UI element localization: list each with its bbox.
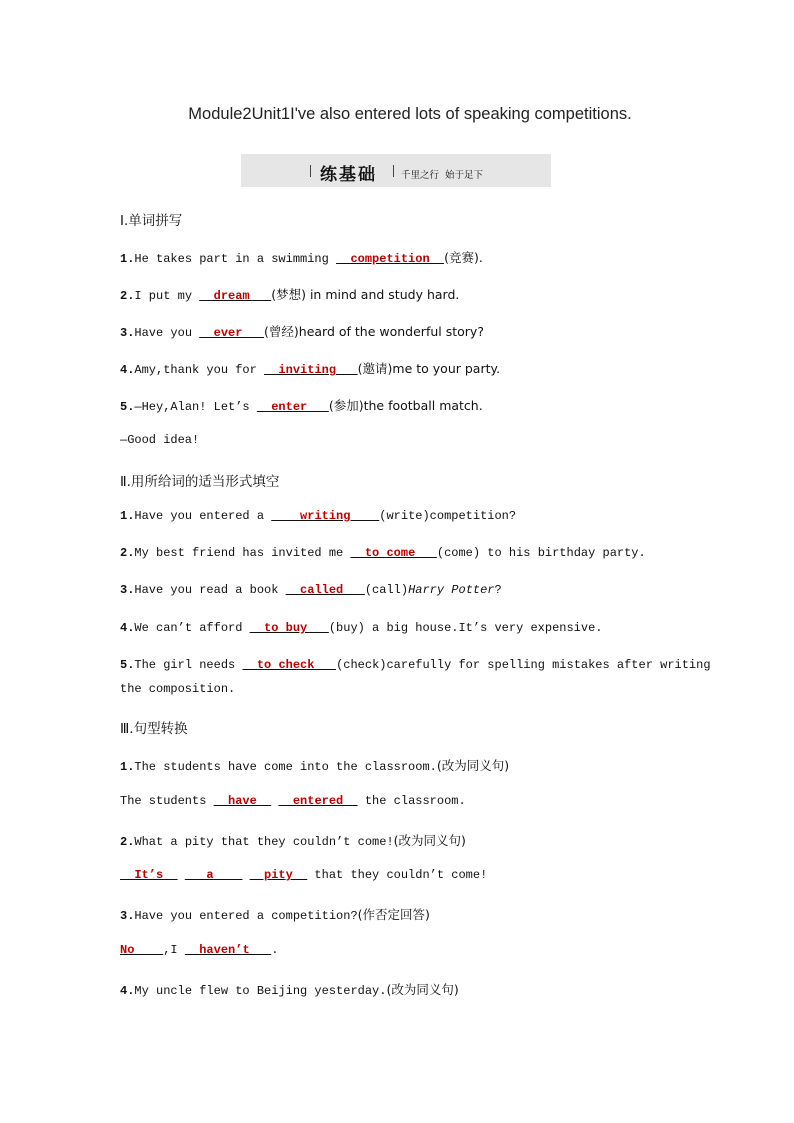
s2-item-5 [120,658,711,672]
answer-blank: haven’t [184,943,272,957]
item-number: 2. [120,289,135,303]
item-number: 5. [120,658,135,672]
section-banner [241,154,551,187]
s2-item-4 [120,621,603,635]
item-hint: (buy) a big house.It’s very expensive. [328,621,603,635]
item-number: 3. [120,583,135,597]
item-text: —Hey,Alan! Let’s [134,400,257,414]
item-number: 4. [120,363,135,377]
item-number: 2. [120,546,135,560]
item-text: The girl needs [134,658,243,672]
section-1-heading: Ⅰ.单词拼写 [120,213,183,229]
item-hint: (曾经)heard of the wonderful story? [264,324,484,339]
s3-answer-2 [120,868,487,882]
s1-item-5 [120,396,483,414]
answer-blank: to buy [249,621,329,635]
s2-item-2 [120,546,646,560]
question-instruction: (改为同义句) [393,833,466,848]
answer-text: . [271,943,279,957]
s2-item-5-cont: the composition. [120,682,236,696]
s2-item-3 [120,583,502,597]
answer-blank: pity [249,868,308,882]
answer-blank: have [213,794,272,808]
item-end: ? [494,583,502,597]
answer-blank: No [120,943,164,957]
banner-divider-left [310,165,311,177]
question-instruction: (改为同义句) [436,758,510,773]
item-text: We can’t afford [134,621,250,635]
answer-blank: inviting [264,363,358,377]
item-text: He takes part in a swimming [134,252,337,266]
answer-blank: dream [199,289,272,303]
s2-item-1 [120,509,516,523]
item-number: 4. [120,621,135,635]
item-text: I put my [134,289,200,303]
banner-main-text: 练基础 [320,165,377,185]
item-number: 1. [120,509,135,523]
answer-blank: writing [271,509,380,523]
section-2-heading: Ⅱ.用所给词的适当形式填空 [120,474,280,490]
item-number: 1. [120,252,135,266]
section-3-heading: Ⅲ.句型转换 [120,721,188,737]
answer-blank: It’s [120,868,178,882]
item-text: Have you read a book [134,583,286,597]
question-text: The students have come into the classroom. [134,760,437,774]
item-number: 1. [120,760,135,774]
book-title: Harry Potter [408,583,495,597]
answer-blank: called [285,583,365,597]
item-hint: (参加)the football match. [328,398,483,413]
item-hint: (竞赛). [444,250,483,265]
item-hint: (write)competition? [379,509,517,523]
answer-text: the classroom. [357,794,466,808]
s1-item-3 [120,322,484,340]
banner-divider-right [393,165,394,177]
s1-item-2 [120,285,459,303]
item-text: Have you [134,326,200,340]
s3-question-4 [120,980,459,998]
answer-blank: ever [199,326,265,340]
question-instruction: (改为同义句) [386,982,459,997]
item-text: Have you entered a [134,509,272,523]
answer-text: The students [120,794,214,808]
item-text: My best friend has invited me [134,546,351,560]
item-number: 2. [120,835,135,849]
answer-text: that they couldn’t come! [307,868,488,882]
s1-item-1 [120,248,483,266]
s3-question-1 [120,756,509,774]
item-number: 4. [120,984,135,998]
banner-sub-text: 千里之行 始于足下 [401,170,484,181]
item-hint: (check)carefully for spelling mistakes after writing [336,658,711,672]
item-number: 5. [120,400,135,414]
s3-question-2 [120,831,466,849]
answer-blank: to come [350,546,437,560]
s3-answer-3 [120,943,278,957]
item-hint: (call) [364,583,409,597]
s1-item-4 [120,359,500,377]
item-text: Amy,thank you for [134,363,265,377]
s3-question-3 [120,905,430,923]
question-instruction: (作否定回答) [357,907,430,922]
page-title: Module2Unit1I've also entered lots of speaking competitions. [188,105,632,123]
question-text: What a pity that they couldn’t come! [134,835,394,849]
answer-blank: entered [278,794,358,808]
item-number: 3. [120,326,135,340]
s3-answer-1 [120,794,466,808]
question-text: My uncle flew to Beijing yesterday. [134,984,387,998]
answer-blank: a [184,868,243,882]
s1-item-5-reply: —Good idea! [120,433,200,447]
answer-blank: to check [242,658,337,672]
answer-blank: competition [336,252,445,266]
item-number: 3. [120,909,135,923]
item-hint: (邀请)me to your party. [357,361,501,376]
answer-text: ,I [163,943,185,957]
answer-blank: enter [256,400,329,414]
item-hint: (梦想) in mind and study hard. [271,287,460,302]
question-text: Have you entered a competition? [134,909,358,923]
item-hint: (come) to his birthday party. [436,546,646,560]
